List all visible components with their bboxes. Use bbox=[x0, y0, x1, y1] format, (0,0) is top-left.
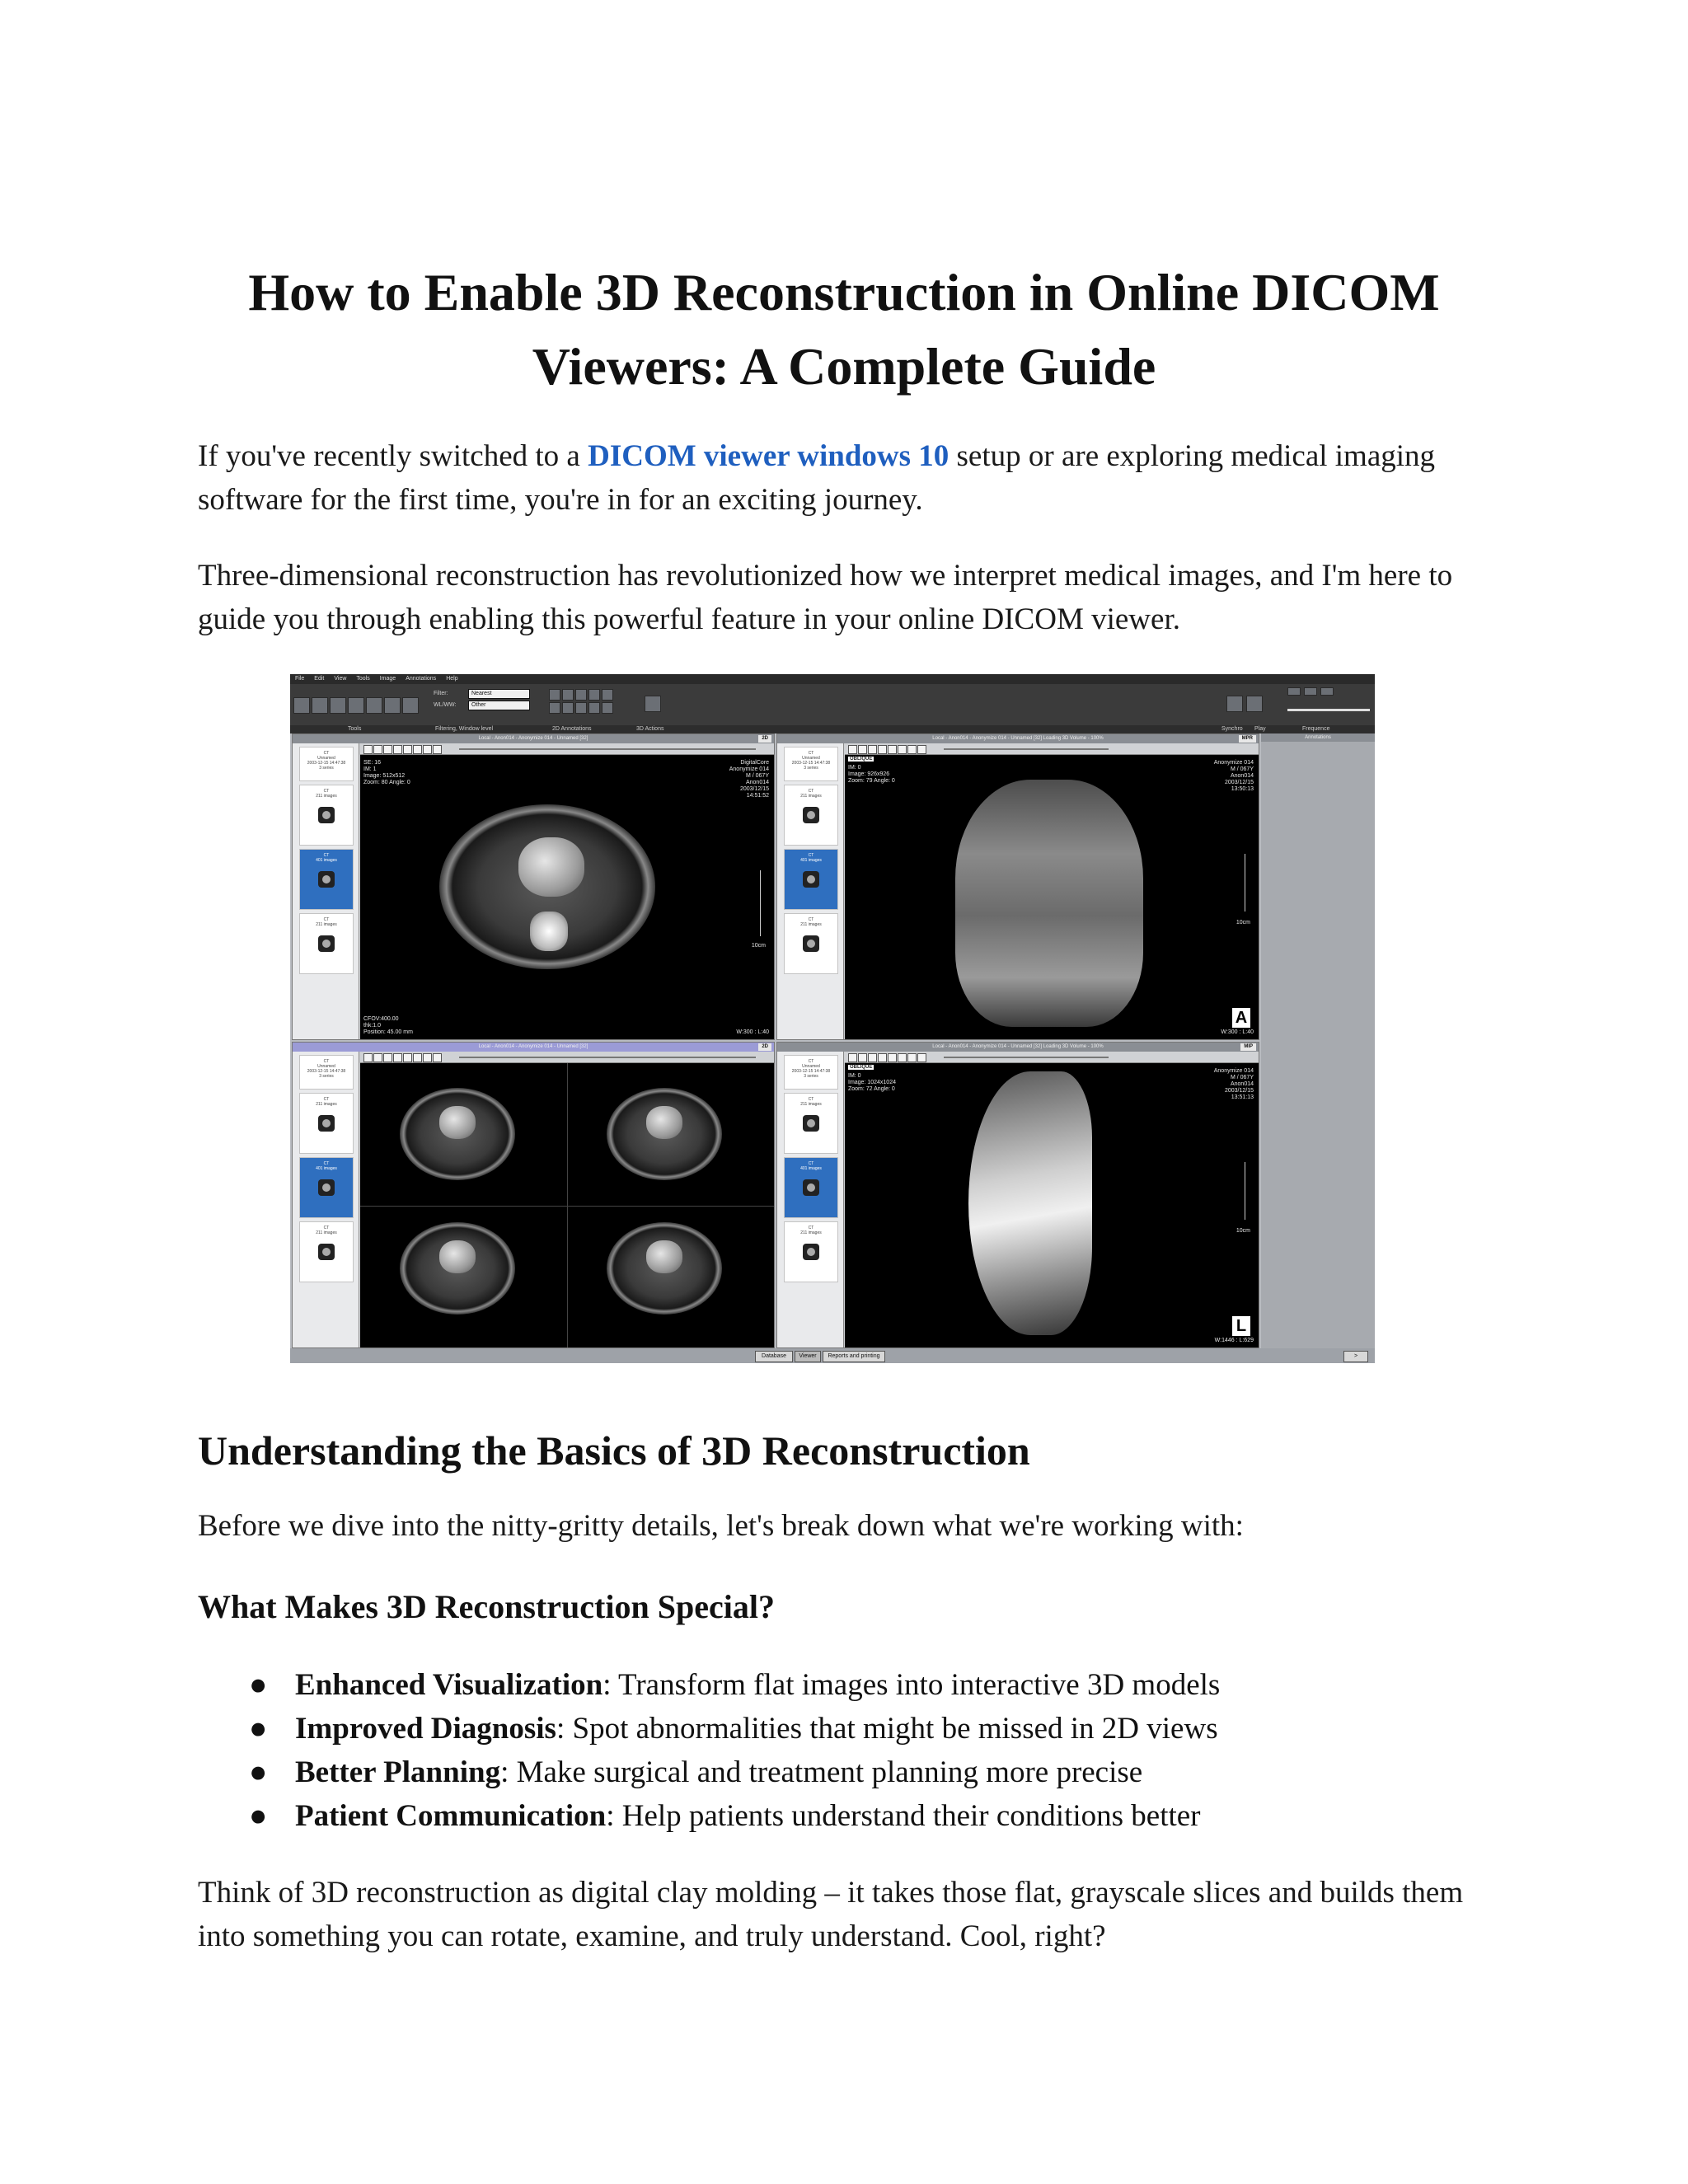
zoom-tool-icon[interactable] bbox=[366, 697, 382, 714]
dicom-viewer-link[interactable]: DICOM viewer windows 10 bbox=[588, 439, 950, 473]
wl-label: WL/WW: bbox=[434, 702, 457, 708]
scale-ruler bbox=[1245, 854, 1250, 912]
viewport-tool-icon[interactable] bbox=[917, 745, 926, 754]
menu-view[interactable]: View bbox=[334, 676, 347, 682]
heart-shape bbox=[439, 1240, 476, 1273]
scale-ruler bbox=[760, 870, 766, 936]
viewport-title: Local - Anon014 - Anonymize 014 - Unnamed [32] bbox=[293, 1043, 774, 1052]
brush-tool-icon[interactable] bbox=[384, 697, 401, 714]
viewport-tool-icon[interactable] bbox=[423, 745, 432, 754]
annotations-panel-title: Annotations bbox=[1261, 733, 1375, 742]
bullet-term: Improved Diagnosis bbox=[295, 1712, 556, 1746]
bullet-icon: ● bbox=[249, 1755, 268, 1789]
thumbnail-caption: CT Unnamed 2003-12-15 14:47:38 3 series bbox=[307, 1059, 346, 1079]
intro-text-start: If you've recently switched to a bbox=[198, 439, 588, 473]
viewer-menubar bbox=[290, 674, 1375, 684]
thumbnail-caption: CT 211 images bbox=[800, 1097, 822, 1107]
overlay-top-right: DigitalCore Anonymize 014 M / 067Y Anon014 2003/12/15 14:51:52 bbox=[729, 760, 769, 799]
spine-shape bbox=[530, 912, 568, 951]
viewport-tool-icon[interactable] bbox=[373, 745, 382, 754]
rotate-tool-icon[interactable] bbox=[348, 697, 364, 714]
tab-reports[interactable]: Reports and printing bbox=[823, 1351, 885, 1362]
bullet-text: : Make surgical and treatment planning more precise bbox=[500, 1755, 1143, 1789]
slab-slider[interactable] bbox=[944, 1057, 1109, 1058]
bullet-text: : Spot abnormalities that might be missed in 2D views bbox=[556, 1712, 1218, 1746]
next-arrow-button[interactable]: > bbox=[1343, 1351, 1368, 1362]
thumbnail-caption: CT 211 images bbox=[800, 917, 822, 927]
thumbnail-caption: CT Unnamed 2003-12-15 14:47:38 3 series bbox=[791, 1059, 831, 1079]
grid-cell[interactable] bbox=[360, 1206, 568, 1348]
series-sidebar bbox=[293, 743, 359, 1039]
overlay-window-level: W:300 : L:40 bbox=[1221, 1029, 1254, 1035]
thumbnail-caption: CT Unnamed 2003-12-15 14:47:38 3 series bbox=[791, 751, 831, 771]
study-thumbnail[interactable] bbox=[299, 747, 354, 781]
grid-cell[interactable] bbox=[360, 1063, 568, 1207]
series-sidebar bbox=[293, 1052, 359, 1347]
window-icon[interactable] bbox=[1320, 687, 1334, 696]
viewport-tool-icon[interactable] bbox=[878, 745, 887, 754]
bullet-term: Patient Communication bbox=[295, 1799, 607, 1833]
menu-image[interactable]: Image bbox=[379, 676, 396, 682]
thumbnail-image bbox=[318, 935, 335, 952]
viewport-tool-icon[interactable] bbox=[393, 1053, 402, 1062]
overlay-top-left: IM: 0 Image: 926x926 Zoom: 79 Angle: 0 bbox=[848, 765, 895, 784]
menu-tools[interactable]: Tools bbox=[356, 676, 370, 682]
series-thumbnail-active[interactable] bbox=[784, 849, 838, 910]
annotation-icon[interactable] bbox=[602, 689, 613, 701]
viewport-top-left[interactable] bbox=[292, 733, 775, 1040]
bullet-text: : Help patients understand their conditions better bbox=[606, 1799, 1201, 1833]
thumbnail-image bbox=[318, 1179, 335, 1196]
thumbnail-caption: CT 401 images bbox=[800, 853, 822, 863]
viewport-tool-icon[interactable] bbox=[868, 745, 877, 754]
view-mode-tag[interactable]: 2D bbox=[758, 1043, 771, 1051]
heart-shape bbox=[646, 1106, 682, 1139]
viewport-tool-icon[interactable] bbox=[363, 1053, 373, 1062]
section-intro: Before we dive into the nitty-gritty details, let's break down what we're working with: bbox=[198, 1509, 1244, 1543]
viewport-tool-icon[interactable] bbox=[898, 745, 907, 754]
thumbnail-caption: CT 211 images bbox=[316, 917, 337, 927]
orientation-marker: L bbox=[1232, 1316, 1250, 1336]
scale-label: 10cm bbox=[751, 943, 766, 949]
bullet-icon: ● bbox=[249, 1668, 268, 1702]
annotation-icon[interactable] bbox=[602, 702, 613, 714]
annotation-icon[interactable] bbox=[575, 702, 587, 714]
scale-label: 10cm bbox=[1236, 920, 1250, 926]
overlay-top-left: IM: 0 Image: 1024x1024 Zoom: 72 Angle: 0 bbox=[848, 1073, 896, 1092]
wl-tool-icon[interactable] bbox=[312, 697, 328, 714]
menu-file[interactable]: File bbox=[295, 676, 305, 682]
view-mode-tag[interactable]: MPR bbox=[1239, 735, 1256, 743]
thumbnail-image bbox=[803, 807, 819, 823]
menu-edit[interactable]: Edit bbox=[314, 676, 325, 682]
annotation-icon[interactable] bbox=[575, 689, 587, 701]
section-frequence: Frequence bbox=[1302, 726, 1330, 732]
series-thumbnail[interactable] bbox=[299, 785, 354, 846]
bullet-icon: ● bbox=[249, 1799, 268, 1833]
series-thumbnail[interactable] bbox=[784, 1221, 838, 1282]
viewport-toolbar bbox=[360, 1052, 774, 1063]
thumbnail-caption: CT 211 images bbox=[800, 789, 822, 799]
series-thumbnail[interactable] bbox=[299, 1093, 354, 1154]
overlay-window-level: W:1446 : L:629 bbox=[1214, 1338, 1254, 1343]
heart-shape bbox=[439, 1106, 476, 1139]
play-icon[interactable] bbox=[1246, 696, 1263, 712]
viewport-tool-icon[interactable] bbox=[433, 745, 442, 754]
axial-image[interactable] bbox=[360, 755, 774, 1039]
window-icon[interactable] bbox=[1304, 687, 1317, 696]
overlay-top-left: SE: 16 IM: 1 Image: 512x512 Zoom: 80 Angle: 0 bbox=[363, 760, 410, 785]
viewport-toolbar bbox=[845, 743, 1259, 755]
tab-viewer[interactable]: Viewer bbox=[795, 1351, 821, 1362]
section-play: Play bbox=[1254, 726, 1266, 732]
menu-annotations[interactable]: Annotations bbox=[406, 676, 437, 682]
overlay-bottom-left: CFOV:400.00 thk:1.0 Position: 45.00 mm bbox=[363, 1016, 413, 1035]
overlay-window-level: W:300 : L:40 bbox=[736, 1029, 769, 1035]
thumbnail-caption: CT Unnamed 2003-12-15 14:47:38 3 series bbox=[307, 751, 346, 771]
scale-label: 10cm bbox=[1236, 1228, 1250, 1234]
bullet-icon: ● bbox=[249, 1712, 268, 1746]
series-sidebar bbox=[777, 1052, 844, 1347]
heart-shape bbox=[646, 1240, 682, 1273]
thumbnail-image bbox=[318, 871, 335, 888]
section-synchro: Synchro bbox=[1221, 726, 1243, 732]
benefits-list bbox=[198, 1663, 1220, 1838]
grid-cell[interactable] bbox=[567, 1063, 774, 1207]
series-thumbnail-active[interactable] bbox=[299, 1157, 354, 1218]
series-thumbnail[interactable] bbox=[784, 1093, 838, 1154]
slice-slider[interactable] bbox=[459, 1057, 756, 1058]
filter-select[interactable]: Nearest bbox=[468, 689, 530, 699]
orientation-marker: A bbox=[1232, 1008, 1250, 1028]
viewport-bottom-left[interactable] bbox=[292, 1042, 775, 1348]
viewer-bottom-bar bbox=[290, 1348, 1375, 1363]
grid-cell[interactable] bbox=[567, 1206, 774, 1348]
mpr-mode-label: OBLIQUE bbox=[850, 757, 873, 762]
annotation-icon[interactable] bbox=[588, 689, 600, 701]
page-title: How to Enable 3D Reconstruction in Online DICOM Viewers: A Complete Guide bbox=[248, 263, 1440, 396]
bullet-text: : Transform flat images into interactive 3D models bbox=[603, 1668, 1221, 1702]
thumbnail-caption: CT 401 images bbox=[316, 1161, 337, 1171]
thumbnail-image bbox=[803, 1179, 819, 1196]
filter-label: Filter: bbox=[434, 691, 448, 696]
viewport-tool-icon[interactable] bbox=[888, 1053, 897, 1062]
coronal-image[interactable] bbox=[845, 755, 1259, 1039]
viewport-title: Local - Anon014 - Anonymize 014 - Unnamed [32] bbox=[293, 734, 774, 743]
heart-shape bbox=[518, 837, 584, 897]
slab-slider[interactable] bbox=[944, 748, 1109, 750]
viewport-tool-icon[interactable] bbox=[413, 745, 422, 754]
intro-text-end: setup or are exploring medical imaging software for the first time, you're in for an exciting journey. bbox=[198, 439, 1436, 517]
annotation-icon[interactable] bbox=[549, 689, 560, 701]
view-mode-tag[interactable]: MIP bbox=[1240, 1043, 1256, 1051]
bullet-term: Enhanced Visualization bbox=[295, 1668, 603, 1702]
pointer-tool-icon[interactable] bbox=[293, 697, 310, 714]
study-thumbnail[interactable] bbox=[784, 1055, 838, 1090]
thumbnail-caption: CT 211 images bbox=[316, 789, 337, 799]
viewport-tool-icon[interactable] bbox=[878, 1053, 887, 1062]
axial-grid-image[interactable] bbox=[360, 1063, 774, 1347]
synchro-icon[interactable] bbox=[1226, 696, 1243, 712]
frequence-slider[interactable] bbox=[1287, 709, 1370, 711]
mip-mode-label: OBLIQUE bbox=[850, 1065, 873, 1070]
viewport-title: Local - Anon014 - Anonymize 014 - Unnamed [32] Loading 3D Volume - 100% bbox=[777, 734, 1259, 743]
section-2d-annotations: 2D Annotations bbox=[552, 726, 592, 732]
paragraph-2: Three-dimensional reconstruction has revolutionized how we interpret medical images, and I'm here to guide you through enabling this powerful feature in your online DICOM viewer. bbox=[198, 559, 1453, 636]
series-thumbnail[interactable] bbox=[299, 1221, 354, 1282]
thumbnail-caption: CT 211 images bbox=[800, 1226, 822, 1235]
thumbnail-caption: CT 211 images bbox=[316, 1097, 337, 1107]
thumbnail-image bbox=[803, 871, 819, 888]
viewport-tool-icon[interactable] bbox=[403, 1053, 412, 1062]
viewport-toolbar bbox=[845, 1052, 1259, 1063]
section-heading: Understanding the Basics of 3D Reconstruction bbox=[198, 1427, 1030, 1474]
scale-ruler bbox=[1245, 1162, 1250, 1220]
sagittal-mip-image[interactable] bbox=[845, 1063, 1259, 1347]
viewport-tool-icon[interactable] bbox=[907, 1053, 917, 1062]
series-thumbnail[interactable] bbox=[784, 785, 838, 846]
annotation-icon[interactable] bbox=[562, 702, 574, 714]
3d-action-icon[interactable] bbox=[645, 696, 661, 712]
viewport-tool-icon[interactable] bbox=[383, 745, 392, 754]
study-thumbnail[interactable] bbox=[299, 1055, 354, 1090]
section-filtering: Filtering, Window level bbox=[435, 726, 494, 732]
thumbnail-caption: CT 401 images bbox=[800, 1161, 822, 1171]
viewport-bottom-right[interactable] bbox=[776, 1042, 1259, 1348]
viewport-tool-icon[interactable] bbox=[888, 745, 897, 754]
list-item bbox=[198, 1750, 1220, 1794]
viewport-tool-icon[interactable] bbox=[848, 1053, 857, 1062]
annotation-icon[interactable] bbox=[588, 702, 600, 714]
section-tools: Tools bbox=[348, 726, 362, 732]
viewport-tool-icon[interactable] bbox=[413, 1053, 422, 1062]
thumbnail-image bbox=[803, 935, 819, 952]
viewport-tool-icon[interactable] bbox=[393, 745, 402, 754]
series-sidebar bbox=[777, 743, 844, 1039]
thumbnail-caption: CT 211 images bbox=[316, 1226, 337, 1235]
move-tool-icon[interactable] bbox=[330, 697, 346, 714]
viewport-tool-icon[interactable] bbox=[858, 745, 867, 754]
tab-database[interactable]: Database bbox=[755, 1351, 793, 1362]
viewport-toolbar bbox=[360, 743, 774, 755]
thumbnail-image bbox=[803, 1244, 819, 1260]
viewport-tool-icon[interactable] bbox=[917, 1053, 926, 1062]
series-thumbnail-active[interactable] bbox=[784, 1157, 838, 1218]
sagittal-spine-mip bbox=[968, 1071, 1092, 1335]
closing-paragraph: Think of 3D reconstruction as digital clay molding – it takes those flat, grayscale slices and builds them into something you can rotate, examine, and truly understand. Cool, right? bbox=[198, 1876, 1464, 1953]
slice-slider[interactable] bbox=[459, 748, 756, 750]
thumbnail-image bbox=[318, 1115, 335, 1132]
crosshair-tool-icon[interactable] bbox=[402, 697, 419, 714]
viewer-toolbar bbox=[290, 684, 1375, 725]
viewport-title: Local - Anon014 - Anonymize 014 - Unnamed [32] Loading 3D Volume - 100% bbox=[777, 1043, 1259, 1052]
viewport-tool-icon[interactable] bbox=[433, 1053, 442, 1062]
viewport-tool-icon[interactable] bbox=[858, 1053, 867, 1062]
subheading: What Makes 3D Reconstruction Special? bbox=[198, 1588, 775, 1625]
series-thumbnail[interactable] bbox=[299, 913, 354, 974]
bullet-term: Better Planning bbox=[295, 1755, 501, 1789]
viewport-tool-icon[interactable] bbox=[423, 1053, 432, 1062]
viewport-top-right[interactable] bbox=[776, 733, 1259, 1040]
viewport-tool-icon[interactable] bbox=[907, 745, 917, 754]
viewport-tool-icon[interactable] bbox=[403, 745, 412, 754]
dicom-viewer-screenshot bbox=[290, 674, 1375, 1363]
window-icon[interactable] bbox=[1287, 687, 1301, 696]
intro-paragraph bbox=[198, 434, 1500, 522]
viewport-tool-icon[interactable] bbox=[848, 745, 857, 754]
view-mode-tag[interactable]: 2D bbox=[758, 735, 771, 743]
menu-help[interactable]: Help bbox=[446, 676, 458, 682]
annotations-panel bbox=[1261, 733, 1375, 1348]
wl-select[interactable]: Other bbox=[468, 701, 530, 710]
annotation-icon[interactable] bbox=[549, 702, 560, 714]
overlay-top-right: Anonymize 014 M / 067Y Anon014 2003/12/15 13:50:13 bbox=[1213, 760, 1254, 792]
viewport-tool-icon[interactable] bbox=[373, 1053, 382, 1062]
section-3d-actions: 3D Actions bbox=[636, 726, 664, 732]
thumbnail-image bbox=[318, 1244, 335, 1260]
coronal-body bbox=[955, 780, 1143, 1027]
annotation-icon[interactable] bbox=[562, 689, 574, 701]
series-thumbnail-active[interactable] bbox=[299, 849, 354, 910]
thumbnail-caption: CT 401 images bbox=[316, 853, 337, 863]
series-thumbnail[interactable] bbox=[784, 913, 838, 974]
list-item bbox=[198, 1663, 1220, 1707]
list-item bbox=[198, 1794, 1220, 1838]
viewport-tool-icon[interactable] bbox=[898, 1053, 907, 1062]
viewport-tool-icon[interactable] bbox=[868, 1053, 877, 1062]
thumbnail-image bbox=[318, 807, 335, 823]
study-thumbnail[interactable] bbox=[784, 747, 838, 781]
toolbar-section-labels bbox=[290, 725, 1375, 733]
list-item bbox=[198, 1707, 1220, 1750]
viewport-tool-icon[interactable] bbox=[363, 745, 373, 754]
overlay-top-right: Anonymize 014 M / 067Y Anon014 2003/12/15 13:51:13 bbox=[1213, 1068, 1254, 1100]
viewport-tool-icon[interactable] bbox=[383, 1053, 392, 1062]
thumbnail-image bbox=[803, 1115, 819, 1132]
